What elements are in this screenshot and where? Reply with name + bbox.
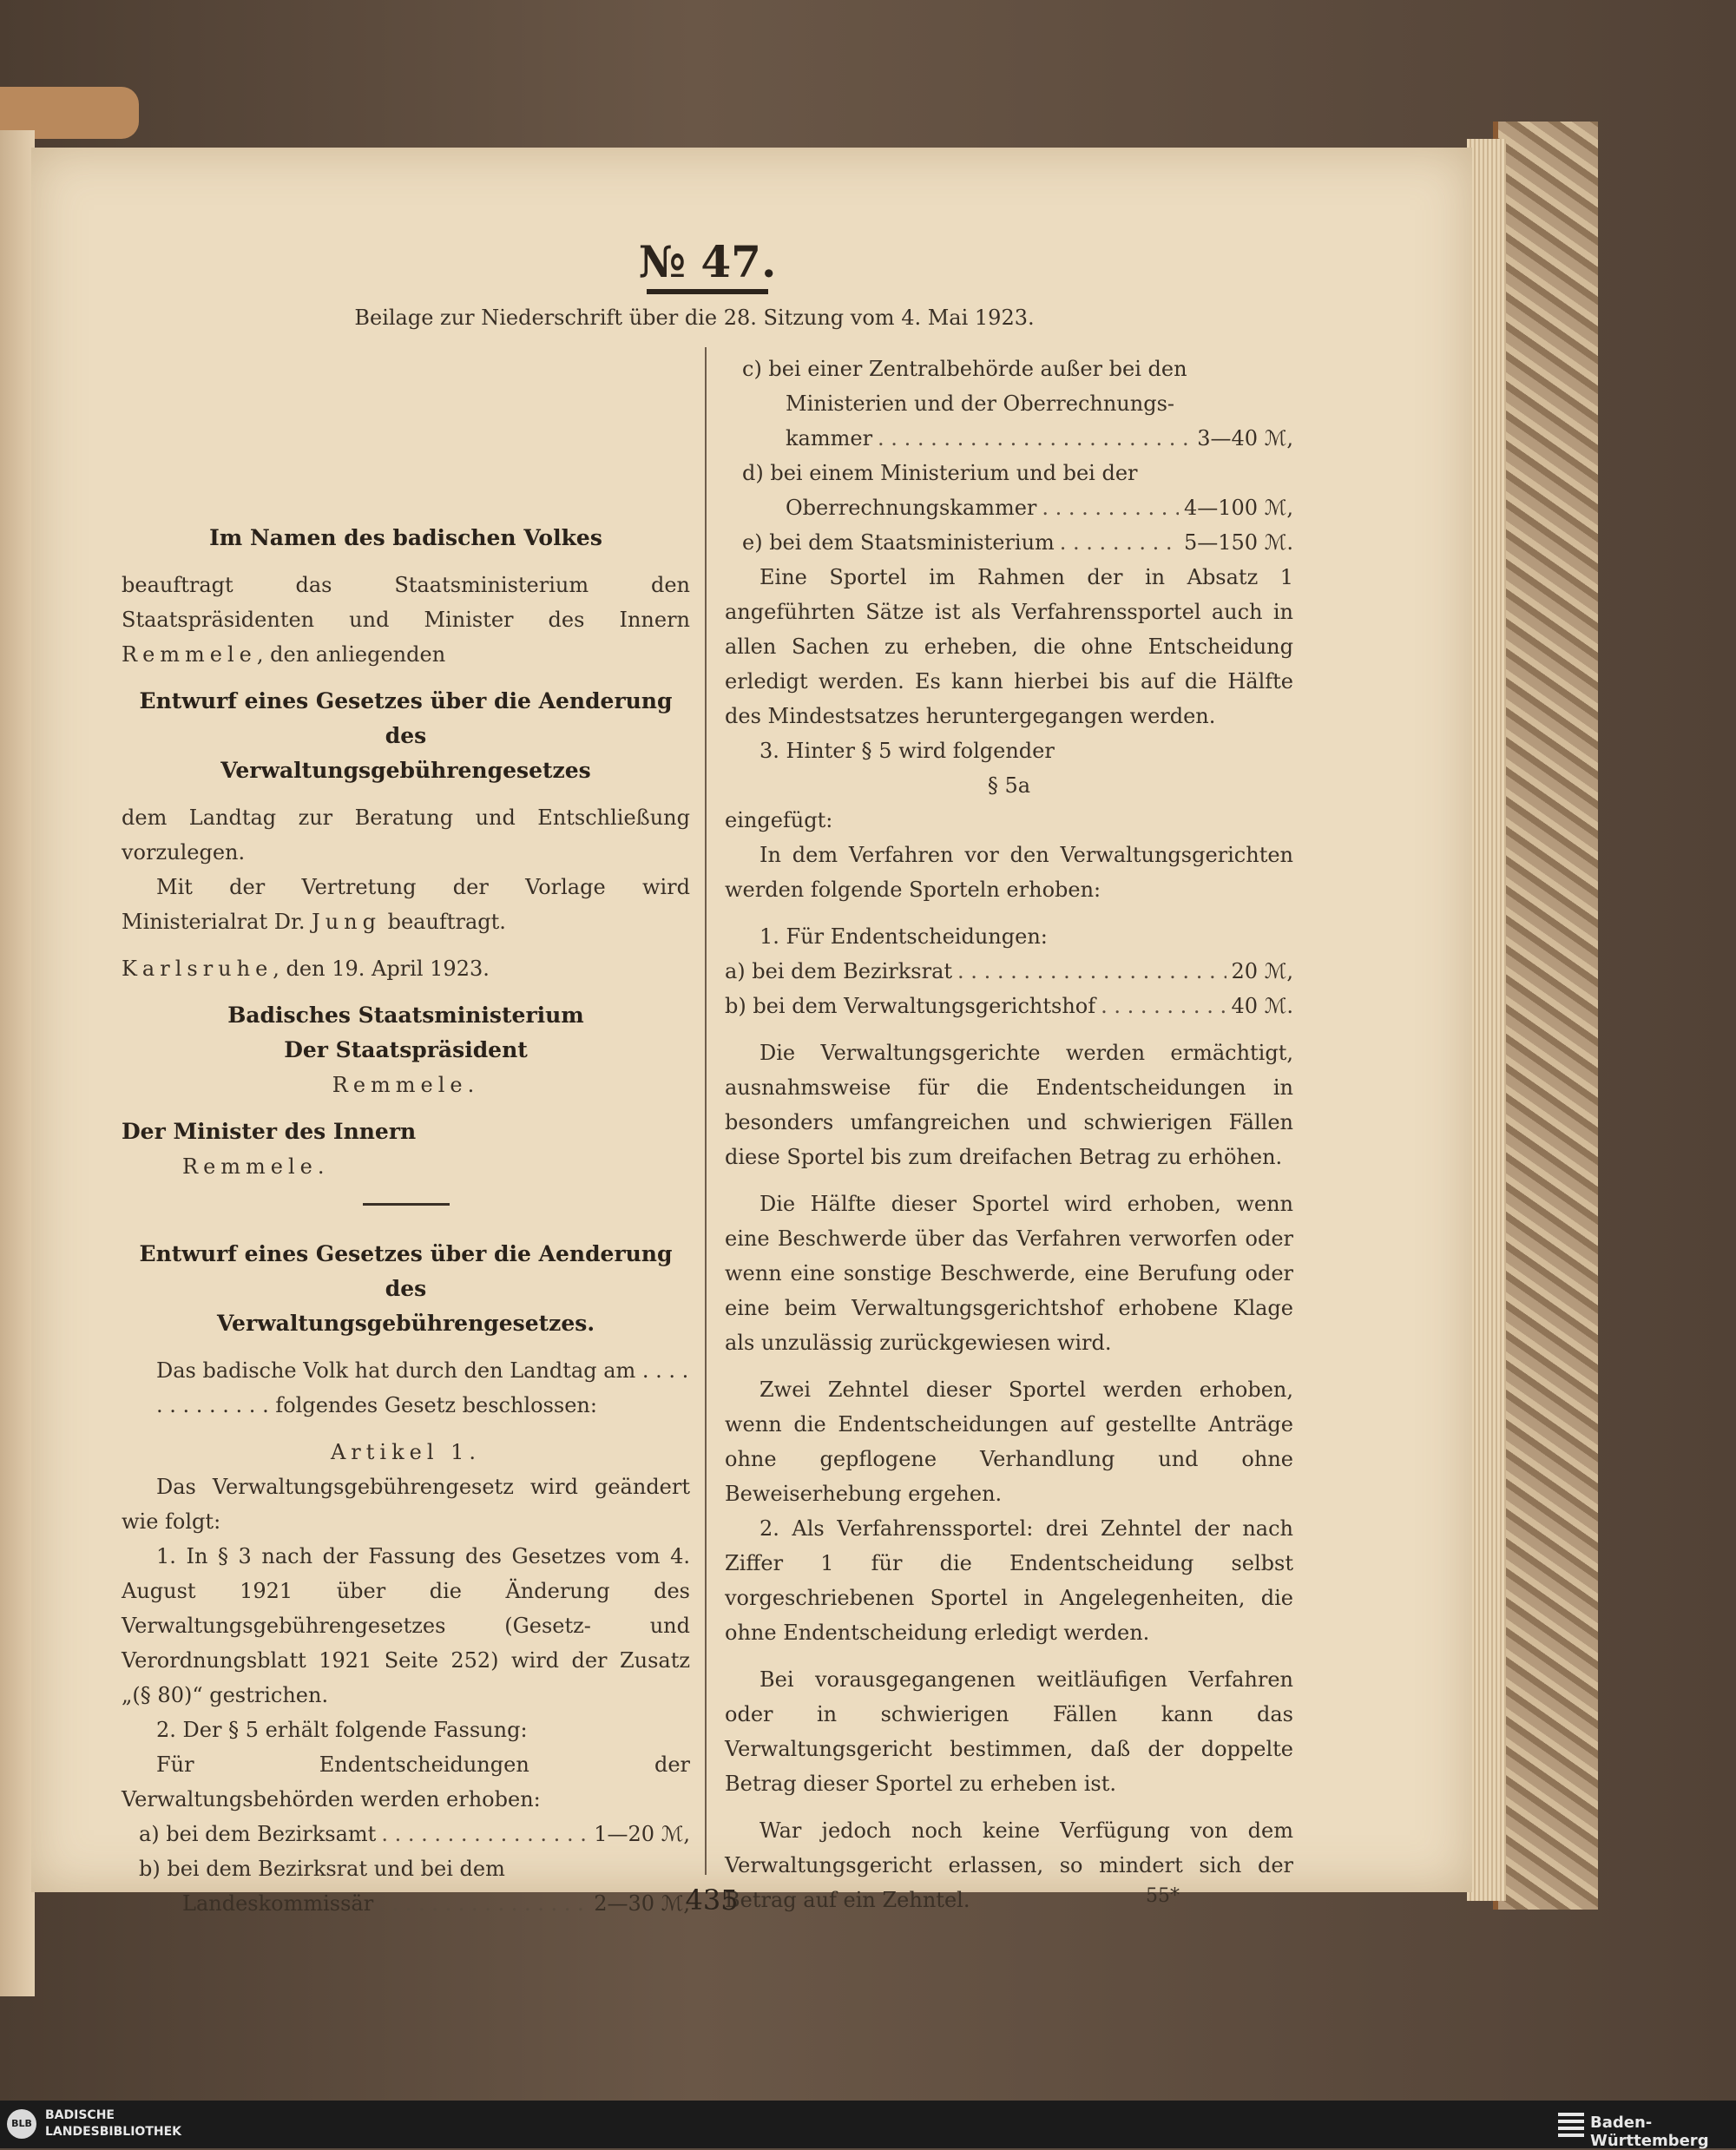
section-5a: § 5a bbox=[987, 773, 1031, 798]
fee-d-dots bbox=[1042, 490, 1179, 525]
para-sportel: Eine Sportel im Rahmen der in Absatz 1 angeführten Sätze ist als Verfahrenssportel auch in allen Sachen zu erheben, die ohne Entscheidung erledigt werden. Es kann hierbei bis auf die Hälfte des Mindestsatzes heruntergegangen werden. bbox=[725, 565, 1293, 728]
heading-entwurf-2: Verwaltungsgebührengesetzes bbox=[220, 758, 591, 783]
date: , den 19. April 1923. bbox=[273, 957, 490, 981]
ministry-name: Badisches Staatsministerium bbox=[227, 1003, 584, 1028]
fee-a-dots bbox=[381, 1817, 589, 1851]
column-divider bbox=[705, 347, 707, 1875]
ministry-president: Der Staatspräsident bbox=[284, 1037, 528, 1062]
fee-line-a bbox=[122, 1817, 690, 1851]
fee-a-label: a) bei dem Bezirksamt bbox=[139, 1822, 377, 1846]
para-vertretung bbox=[122, 870, 690, 939]
intro-paragraph bbox=[122, 568, 690, 672]
heading-entwurf-1: Entwurf eines Gesetzes über die Aenderung des bbox=[139, 688, 673, 748]
fee-line-c bbox=[725, 421, 1293, 456]
fee-rb-amount: 40 ℳ. bbox=[1231, 994, 1293, 1018]
fee-d-label: Oberrechnungskammer bbox=[786, 496, 1037, 520]
document-number: № 47. bbox=[638, 236, 777, 287]
fee-line-rb bbox=[725, 989, 1293, 1023]
fee-rb-dots bbox=[1101, 989, 1226, 1023]
para-endentscheidungen: 1. Für Endentscheidungen: bbox=[760, 924, 1048, 949]
place-date bbox=[122, 951, 690, 986]
fee-b-label: Landeskommissär bbox=[182, 1891, 374, 1916]
book-cover-board bbox=[1493, 122, 1598, 1910]
artikel-para-2: 1. In § 3 nach der Fassung des Gesetzes vom 4. August 1921 über die Änderung des Verwaltungsgebührengesetzes (Gesetz- und Verordnungsblatt 1921 Seite 252) wird der Zusatz „(§ 80)“ gestrichen. bbox=[122, 1544, 690, 1707]
fee-e-amount: 5—150 ℳ. bbox=[1184, 530, 1293, 555]
fee-c-amount: 3—40 ℳ, bbox=[1197, 426, 1293, 450]
fee-line-ra bbox=[725, 954, 1293, 989]
page-number: 435 bbox=[685, 1884, 739, 1917]
blb-logo-icon[interactable]: BLB bbox=[7, 2109, 36, 2139]
signature-2: Remmele. bbox=[182, 1154, 330, 1179]
enactment-line-2: . . . . . . . . . folgendes Gesetz beschlossen: bbox=[156, 1393, 597, 1417]
enactment-line-1: Das badische Volk hat durch den Landtag am . . . . bbox=[156, 1358, 689, 1383]
para-landtag: dem Landtag zur Beratung und Entschließung vorzulegen. bbox=[122, 805, 690, 865]
page-stack-edge bbox=[1467, 139, 1506, 1901]
sheet-signature-mark: 55* bbox=[1146, 1885, 1180, 1907]
para2-text-b: beauftragt. bbox=[380, 910, 506, 934]
artikel-heading: Artikel 1. bbox=[330, 1440, 482, 1464]
fee-line-d bbox=[725, 490, 1293, 525]
state-name[interactable]: Baden-Württemberg bbox=[1590, 2114, 1709, 2150]
para-haelfte: Die Hälfte dieser Sportel wird erhoben, wenn eine Beschwerde über das Verfahren verworfen oder wenn eine sonstige Beschwerde, eine Berufung oder eine beim Verwaltungsgerichtshof erhobene Klage als unzulässig zurückgewiesen wird. bbox=[725, 1192, 1293, 1355]
heading-entwurf-4: Verwaltungsgebührengesetzes. bbox=[216, 1311, 595, 1336]
para2-name: Jung bbox=[312, 910, 381, 934]
artikel-para-1: Das Verwaltungsgebührengesetz wird geändert wie folgt: bbox=[122, 1475, 690, 1534]
library-name-line2: LANDESBIBLIOTHEK bbox=[45, 2125, 182, 2139]
intro-text-a: beauftragt das Staatsministerium den Staatspräsidenten und Minister des Innern bbox=[122, 573, 690, 632]
fee-ra-dots bbox=[957, 954, 1226, 989]
para-verfahrenssportel: 2. Als Verfahrenssportel: drei Zehntel der nach Ziffer 1 für die Endentscheidung selbst vorgeschriebenen Sportel in Angelegenheiten, die ohne Endentscheidung erledigt werden. bbox=[725, 1516, 1293, 1645]
right-column bbox=[725, 352, 1293, 1917]
heading-entwurf-3: Entwurf eines Gesetzes über die Aenderung des bbox=[139, 1241, 673, 1301]
heading-im-namen: Im Namen des badischen Volkes bbox=[209, 525, 602, 550]
library-name bbox=[45, 2107, 181, 2140]
left-page-edge bbox=[0, 130, 35, 1996]
fee-b-dots bbox=[378, 1886, 589, 1921]
para-eingefuegt: eingefügt: bbox=[725, 808, 833, 832]
para-vorausgegangen: Bei vorausgegangenen weitläufigen Verfahren oder in schwierigen Fällen kann das Verwaltungsgericht bestimmen, daß der doppelte Betrag dieser Sportel zu erheben ist. bbox=[725, 1667, 1293, 1796]
fee-line-b bbox=[122, 1886, 690, 1921]
fee-c-line1: c) bei einer Zentralbehörde außer bei den bbox=[742, 357, 1187, 381]
para-zwei-zehntel: Zwei Zehntel dieser Sportel werden erhoben, wenn die Endentscheidungen auf gestellte Anträge ohne gepflogene Verhandlung und ohne Beweiserhebung ergehen. bbox=[725, 1377, 1293, 1506]
para-verfuegung: War jedoch noch keine Verfügung von dem Verwaltungsgericht erlassen, so mindert sich der Betrag auf ein Zehntel. bbox=[725, 1818, 1293, 1912]
fee-a-amount: 1—20 ℳ, bbox=[594, 1822, 690, 1846]
para-ermaechtigt: Die Verwaltungsgerichte werden ermächtigt, ausnahmsweise für die Endentscheidungen in besonders umfangreichen und schwierigen Fällen diese Sportel bis zum dreifachen Betrag zu erhöhen. bbox=[725, 1041, 1293, 1169]
left-column bbox=[122, 521, 690, 1921]
document-subtitle: Beilage zur Niederschrift über die 28. Sitzung vom 4. Mai 1923. bbox=[354, 306, 1035, 330]
artikel-para-3: 2. Der § 5 erhält folgende Fassung: bbox=[156, 1718, 528, 1742]
section-rule bbox=[363, 1203, 450, 1206]
fee-b-line1: b) bei dem Bezirksrat und bei dem bbox=[139, 1857, 505, 1881]
fee-c-label: kammer bbox=[786, 426, 873, 450]
title-underline bbox=[647, 289, 768, 294]
fee-d-line1: d) bei einem Ministerium und bei der bbox=[742, 461, 1138, 485]
minister-title: Der Minister des Innern bbox=[122, 1119, 417, 1144]
para2-text-a: Mit der Vertretung der Vorlage wird Ministerialrat Dr. bbox=[122, 875, 690, 934]
artikel-para-4: Für Endentscheidungen der Verwaltungsbehörden werden erhoben: bbox=[122, 1752, 690, 1811]
intro-text-b: , den anliegenden bbox=[256, 642, 446, 667]
place: Karlsruhe bbox=[122, 957, 273, 981]
fee-c-line2: Ministerien und der Oberrechnungs- bbox=[786, 391, 1175, 416]
fee-d-amount: 4—100 ℳ, bbox=[1184, 496, 1293, 520]
fee-ra-label: a) bei dem Bezirksrat bbox=[725, 959, 953, 983]
fee-line-e bbox=[725, 525, 1293, 560]
para-hinter-5: 3. Hinter § 5 wird folgender bbox=[760, 739, 1055, 763]
fee-c-dots bbox=[878, 421, 1192, 456]
state-coat-of-arms-icon[interactable] bbox=[1558, 2111, 1584, 2137]
intro-name: Remmele bbox=[122, 642, 257, 667]
library-name-line1: BADISCHE bbox=[45, 2108, 115, 2122]
fee-b-amount: 2—30 ℳ, bbox=[594, 1891, 690, 1916]
fee-rb-label: b) bei dem Verwaltungsgerichtshof bbox=[725, 994, 1096, 1018]
signature-1: Remmele. bbox=[332, 1073, 480, 1097]
para-verfahren: In dem Verfahren vor den Verwaltungsgerichten werden folgende Sporteln erhoben: bbox=[725, 843, 1293, 902]
fee-e-label: e) bei dem Staatsministerium bbox=[742, 530, 1055, 555]
viewer-footer bbox=[0, 2101, 1736, 2148]
fee-e-dots bbox=[1060, 525, 1179, 560]
fee-ra-amount: 20 ℳ, bbox=[1231, 959, 1293, 983]
